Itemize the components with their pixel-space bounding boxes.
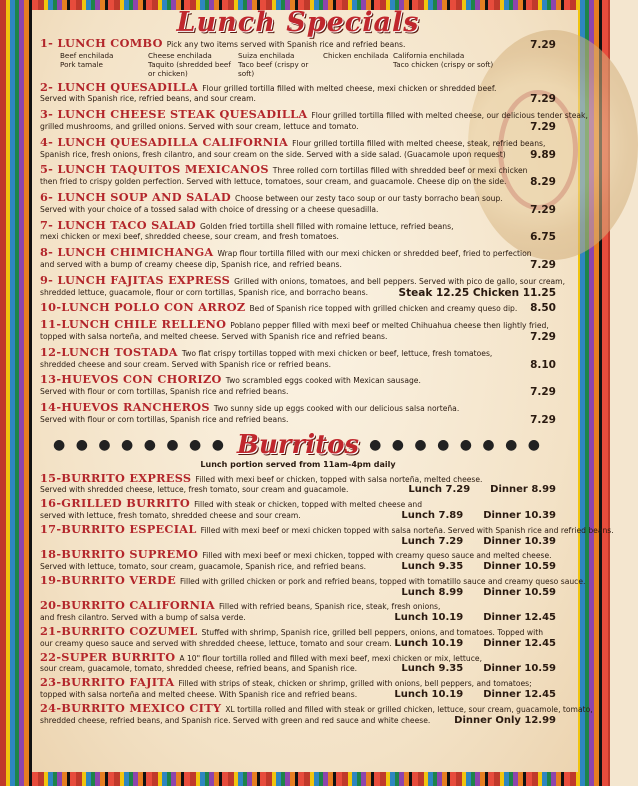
item-description: Stuffed with shrimp, Spanish rice, grilled bell peppers, onions, and tomatoes. Topped with — [201, 628, 544, 638]
left-dots: ● ● ● ● ● ● ● ● — [53, 436, 227, 453]
dinner-price: Dinner 8.99 — [490, 484, 556, 496]
item-subrow — [40, 537, 556, 548]
item-description-2: and fresh cilantro. Served with a bump of salsa verde. — [40, 613, 246, 623]
lunch-list — [40, 36, 588, 426]
lunch-price: Lunch 7.89 — [401, 509, 464, 521]
item-subrow — [40, 177, 556, 188]
item-description: XL tortilla rolled and filled with steak or grilled chicken, lettuce, sour cream, guacamole, tomato, — [225, 704, 593, 714]
item-head — [40, 572, 586, 588]
item-description-2: topped with salsa norteña, and melted cheese. Served with Spanish rice and refried beans. — [40, 331, 388, 341]
item-name: 24-BURRITO MEXICO CITY — [40, 700, 222, 715]
burrito-item — [40, 677, 556, 701]
item-description-2: Served with flour or corn tortillas, Spanish rice and refried beans. — [40, 387, 289, 397]
item-subrow — [40, 360, 556, 371]
item-description: Wrap flour tortilla filled with our mexi chicken or shredded beef, fried to perfection — [217, 249, 532, 259]
item-description: Filled with strips of steak, chicken or shrimp, grilled with onions, bell peppers, and tomatoes; — [178, 679, 532, 689]
burrito-item — [40, 521, 614, 548]
item-name: 10-LUNCH POLLO CON ARROZ — [40, 300, 246, 315]
item-subrow — [40, 613, 556, 624]
burritos-title: Burritos — [236, 429, 360, 460]
item-head — [40, 399, 460, 415]
combo-option: Suiza enchilada — [238, 50, 295, 60]
item-description: Filled with mexi beef or mexi chicken, topped with creamy queso sauce and melted cheese. — [202, 551, 552, 561]
item-description-2: mexi chicken or mexi beef, shredded cheese, sour cream, and fresh tomatoes. — [40, 232, 339, 242]
lunch-price: Lunch 9.35 — [401, 561, 464, 573]
item-description-2: and served with a bump of creamy cheese dip, Spanish rice, and refried beans. — [40, 259, 342, 269]
combo-option: Pork tamale — [60, 59, 103, 69]
item-row — [40, 374, 556, 387]
item-head — [40, 344, 493, 360]
dinner-price: Dinner 12.45 — [483, 637, 556, 649]
burrito-item — [40, 572, 586, 599]
item-description-2: Served with flour or corn tortillas, Spanish rice and refried beans. — [40, 414, 289, 424]
lunch-item — [40, 134, 556, 161]
burrito-list — [40, 470, 614, 727]
lunch-item — [40, 302, 556, 315]
dinner-price: Dinner 10.59 — [483, 586, 556, 598]
lunch-specials-title: Lunch Specials — [176, 7, 420, 38]
item-name: 19-BURRITO VERDE — [40, 572, 177, 587]
burrito-item — [40, 498, 556, 522]
item-description-2: Served with shredded cheese, lettuce, fresh tomato, sour cream and guacamole. — [40, 485, 349, 495]
lunch-item — [40, 189, 556, 216]
item-name: 21-BURRITO COZUMEL — [40, 624, 198, 639]
item-description-2: Served with Spanish rice, refried beans, and sour cream. — [40, 94, 256, 104]
item-name: 2- LUNCH QUESADILLA — [40, 79, 199, 94]
item-name: 12-LUNCH TOSTADA — [40, 344, 178, 359]
item-description: Two flat crispy tortillas topped with mexi chicken or beef, lettuce, fresh tomatoes, — [181, 348, 493, 358]
item-price: 6.75 — [530, 231, 556, 244]
item-subrow — [40, 387, 556, 398]
menu-content — [40, 7, 614, 728]
lunch-price: Lunch 8.99 — [401, 586, 464, 598]
item-description-2: grilled mushrooms, and grilled onions. Served with sour cream, lettuce and tomato. — [40, 121, 359, 131]
item-name: 17-BURRITO ESPECIAL — [40, 521, 197, 536]
item-head — [40, 272, 565, 288]
item-description: Two sunny side up eggs cooked with our delicious salsa norteña. — [213, 403, 460, 413]
dinner-price: Dinner Only 12.99 — [454, 714, 556, 726]
item-price: 8.50 — [530, 302, 556, 315]
item-description: Three rolled corn tortillas filled with shredded beef or mexi chicken — [272, 166, 528, 176]
item-head — [40, 498, 556, 511]
lunch-item — [40, 319, 556, 343]
item-description: Golden fried tortilla shell filled with romaine lettuce, refried beans, — [200, 221, 454, 231]
item-description: Pick any two items served with Spanish rice and refried beans. — [166, 40, 406, 49]
item-description-2: Spanish rice, fresh onions, fresh cilantro, and sour cream on the side. Served with a side salad. (Guacamole upon request) — [40, 149, 506, 159]
item-subrow — [40, 150, 556, 161]
item-price: 7.29 — [530, 93, 556, 106]
lunch-price: Lunch 7.29 — [401, 535, 464, 547]
combo-option: Taco beef (crispy or soft) — [238, 59, 309, 78]
item-prices — [434, 716, 556, 727]
item-subrow — [40, 639, 556, 650]
item-description-2: sour cream, guacamole, tomato, shredded cheese, refried beans, and Spanish rice. — [40, 664, 358, 674]
item-subrow — [40, 94, 556, 105]
lunch-item — [40, 79, 556, 106]
combo-option: Taquito (shredded beef or chicken) — [148, 59, 231, 78]
item-subrow — [40, 415, 556, 426]
dinner-price: Dinner 12.45 — [483, 689, 556, 701]
burritos-subtitle: Lunch portion served from 11am-4pm daily — [200, 459, 396, 469]
item-description: Filled with mexi beef or mexi chicken topped with salsa norteña. Served with Spanish rice and refried beans. — [200, 525, 614, 535]
item-description-2: Served with your choice of a tossed salad with choice of dressing or a cheese quesadilla. — [40, 204, 379, 214]
item-name: 13-HUEVOS CON CHORIZO — [40, 372, 222, 387]
item-description-2: topped with salsa norteña and melted cheese. With Spanish rice and refried beans. — [40, 690, 358, 700]
item-price: Steak 12.25 Chicken 11.25 — [398, 286, 556, 299]
item-head — [40, 470, 556, 486]
item-price: 7.29 — [530, 120, 556, 133]
item-head — [40, 134, 546, 150]
lunch-item — [40, 374, 556, 398]
item-name: 3- LUNCH CHEESE STEAK QUESADILLA — [40, 107, 308, 122]
item-row — [40, 107, 588, 122]
item-price: 7.29 — [530, 38, 556, 51]
item-row — [40, 79, 556, 95]
item-description-2: shredded cheese, refried beans, and Spanish rice. Served with green and red sauce and white cheese. — [40, 715, 431, 725]
combo-option — [323, 60, 393, 78]
item-description: Bed of Spanish rice topped with grilled chicken and creamy queso dip. — [249, 304, 518, 314]
lunch-item — [40, 38, 556, 78]
item-price: 7.29 — [530, 258, 556, 271]
item-prices — [394, 690, 556, 701]
item-row — [40, 272, 565, 288]
lunch-price: Lunch 9.35 — [401, 663, 464, 675]
item-description: Flour grilled tortilla filled with melted cheese, steak, refried beans, — [292, 138, 546, 148]
item-description: Filled with refried beans, Spanish rice, steak, fresh onions, — [218, 602, 441, 612]
item-head — [40, 677, 556, 690]
item-subrow — [40, 232, 556, 243]
item-subrow — [40, 716, 556, 727]
item-head — [40, 79, 497, 95]
item-description-2: shredded lettuce, guacamole, flour or corn tortillas, Spanish rice, and borracho beans. — [40, 287, 369, 297]
item-price: 7.29 — [530, 413, 556, 426]
item-head — [40, 189, 503, 205]
item-name: 20-BURRITO CALIFORNIA — [40, 598, 215, 613]
item-subrow — [40, 588, 556, 599]
item-name: 14-HUEVOS RANCHEROS — [40, 399, 210, 414]
lunch-item — [40, 164, 556, 188]
dinner-price: Dinner 10.39 — [483, 509, 556, 521]
combo-option: California enchilada — [393, 50, 465, 60]
item-description-2: served with lettuce, fresh tomato, shredded cheese and sour cream. — [40, 510, 301, 520]
lunch-price: Lunch 10.19 — [394, 689, 464, 701]
item-description: Flour grilled tortilla filled with melted cheese, our delicious tender steak, — [311, 111, 588, 121]
item-name: 11-LUNCH CHILE RELLENO — [40, 317, 227, 332]
item-description: Filled with grilled chicken or pork and refried beans, topped with tomatillo sauce and creamy queso sauce. — [180, 576, 586, 586]
item-description: Filled with mexi beef or chicken, topped with salsa norteña, melted cheese. — [195, 474, 483, 484]
item-name: 4- LUNCH QUESADILLA CALIFORNIA — [40, 134, 289, 149]
dinner-price: Dinner 12.45 — [483, 612, 556, 624]
dinner-price: Dinner 10.39 — [483, 535, 556, 547]
item-head — [40, 374, 421, 387]
item-prices — [401, 664, 556, 675]
burritos-section — [40, 429, 614, 727]
item-row — [40, 164, 556, 177]
item-subrow — [40, 332, 556, 343]
item-subrow — [40, 288, 556, 299]
item-head — [40, 302, 517, 315]
item-description: Choose between our zesty taco soup or our tasty borracho bean soup. — [235, 193, 503, 203]
item-head — [40, 549, 556, 562]
item-price: 7.29 — [530, 203, 556, 216]
item-price: 8.10 — [530, 358, 556, 371]
item-subrow — [40, 562, 556, 573]
item-head — [40, 109, 588, 122]
item-head — [40, 521, 614, 537]
item-prices — [401, 562, 556, 573]
item-description-2: then fried to crispy golden perfection. Served with lettuce, tomatoes, sour cream, and guacamole. Cheese dip on the side. — [40, 177, 507, 187]
combo-option: Cheese enchilada — [148, 50, 212, 60]
item-prices — [401, 588, 556, 599]
item-prices — [394, 639, 556, 650]
item-row — [40, 217, 556, 233]
burrito-item — [40, 549, 556, 573]
item-head — [40, 626, 556, 639]
item-head — [40, 649, 556, 665]
item-name: 22-SUPER BURRITO — [40, 649, 176, 664]
item-subrow — [40, 205, 556, 216]
item-description: Grilled with onions, tomatoes, and bell peppers. Served with pico de gallo, sour cream, — [234, 276, 565, 286]
item-head — [40, 600, 556, 613]
lunch-price: Lunch 10.19 — [394, 612, 464, 624]
item-price: 8.29 — [530, 176, 556, 189]
item-name: 1- LUNCH COMBO — [40, 36, 163, 50]
item-head — [40, 700, 593, 716]
item-prices — [394, 613, 556, 624]
item-prices — [401, 537, 556, 548]
burrito-item — [40, 700, 593, 727]
item-subrow — [40, 690, 556, 701]
item-name: 23-BURRITO FAJITA — [40, 675, 175, 690]
item-head — [40, 164, 527, 177]
item-subrow — [40, 485, 556, 496]
item-description: Flour grilled tortilla filled with melted cheese, mexi chicken or shredded beef. — [202, 83, 497, 93]
item-row — [40, 319, 556, 332]
combo-option: Chicken enchilada — [323, 50, 389, 60]
item-name: 5- LUNCH TAQUITOS MEXICANOS — [40, 162, 269, 177]
item-name: 9- LUNCH FAJITAS EXPRESS — [40, 272, 231, 287]
item-head — [40, 38, 405, 51]
item-name: 18-BURRITO SUPREMO — [40, 547, 199, 562]
lunch-item — [40, 399, 556, 426]
item-description: A 10" flour tortilla rolled and filled with mexi beef, mexi chicken or mix, lettuce, — [179, 653, 482, 663]
lunch-item — [40, 217, 556, 244]
item-head — [40, 247, 532, 260]
item-description-2: shredded cheese and sour cream. Served with Spanish rice or refried beans. — [40, 359, 332, 369]
item-head — [40, 319, 549, 332]
right-dots: ● ● ● ● ● ● ● ● — [369, 436, 543, 453]
lunch-price: Lunch 10.19 — [394, 637, 464, 649]
burritos-header — [40, 430, 556, 460]
combo-options — [40, 51, 556, 78]
item-row — [40, 302, 556, 315]
item-subrow — [40, 664, 556, 675]
lunch-item — [40, 272, 565, 299]
dinner-price: Dinner 10.59 — [483, 561, 556, 573]
item-price: 7.29 — [530, 386, 556, 399]
item-subrow — [40, 122, 556, 133]
item-description: Poblano pepper filled with mexi beef or melted Chihuahua cheese then lightly fried, — [230, 321, 549, 331]
item-row — [40, 134, 556, 150]
item-price: 7.29 — [530, 330, 556, 343]
item-description: Filled with steak or chicken, topped with melted cheese and — [194, 500, 423, 510]
item-name: 6- LUNCH SOUP AND SALAD — [40, 189, 232, 204]
item-name: 7- LUNCH TACO SALAD — [40, 217, 197, 232]
item-name: 8- LUNCH CHIMICHANGA — [40, 245, 214, 260]
item-row — [40, 189, 556, 205]
lunch-item — [40, 107, 588, 133]
lunch-price: Lunch 7.29 — [408, 484, 471, 496]
dinner-price: Dinner 10.59 — [483, 663, 556, 675]
item-prices — [408, 485, 556, 496]
item-name: 15-BURRITO EXPRESS — [40, 470, 192, 485]
combo-option: Beef enchilada — [60, 50, 114, 60]
item-description-2: our creamy queso sauce and served with shredded cheese, lettuce, tomato and sour cream. — [40, 638, 392, 648]
burrito-item — [40, 649, 556, 676]
combo-option: Taco chicken (crispy or soft) — [393, 59, 494, 69]
item-description-2: Served with lettuce, tomato, sour cream, guacamole, Spanish rice, and refried beans. — [40, 562, 367, 572]
lunch-item — [40, 247, 556, 271]
item-price: 9.89 — [530, 148, 556, 161]
item-row — [40, 344, 556, 360]
burrito-item — [40, 626, 556, 650]
item-description: Two scrambled eggs cooked with Mexican sausage. — [225, 376, 421, 386]
item-name: 16-GRILLED BURRITO — [40, 496, 191, 511]
item-head — [40, 217, 454, 233]
item-prices — [401, 511, 556, 522]
burrito-item — [40, 470, 556, 497]
burrito-item — [40, 600, 556, 624]
item-row — [40, 247, 556, 260]
item-subrow — [40, 511, 556, 522]
item-subrow — [40, 260, 556, 271]
item-row — [40, 399, 556, 415]
lunch-item — [40, 344, 556, 371]
